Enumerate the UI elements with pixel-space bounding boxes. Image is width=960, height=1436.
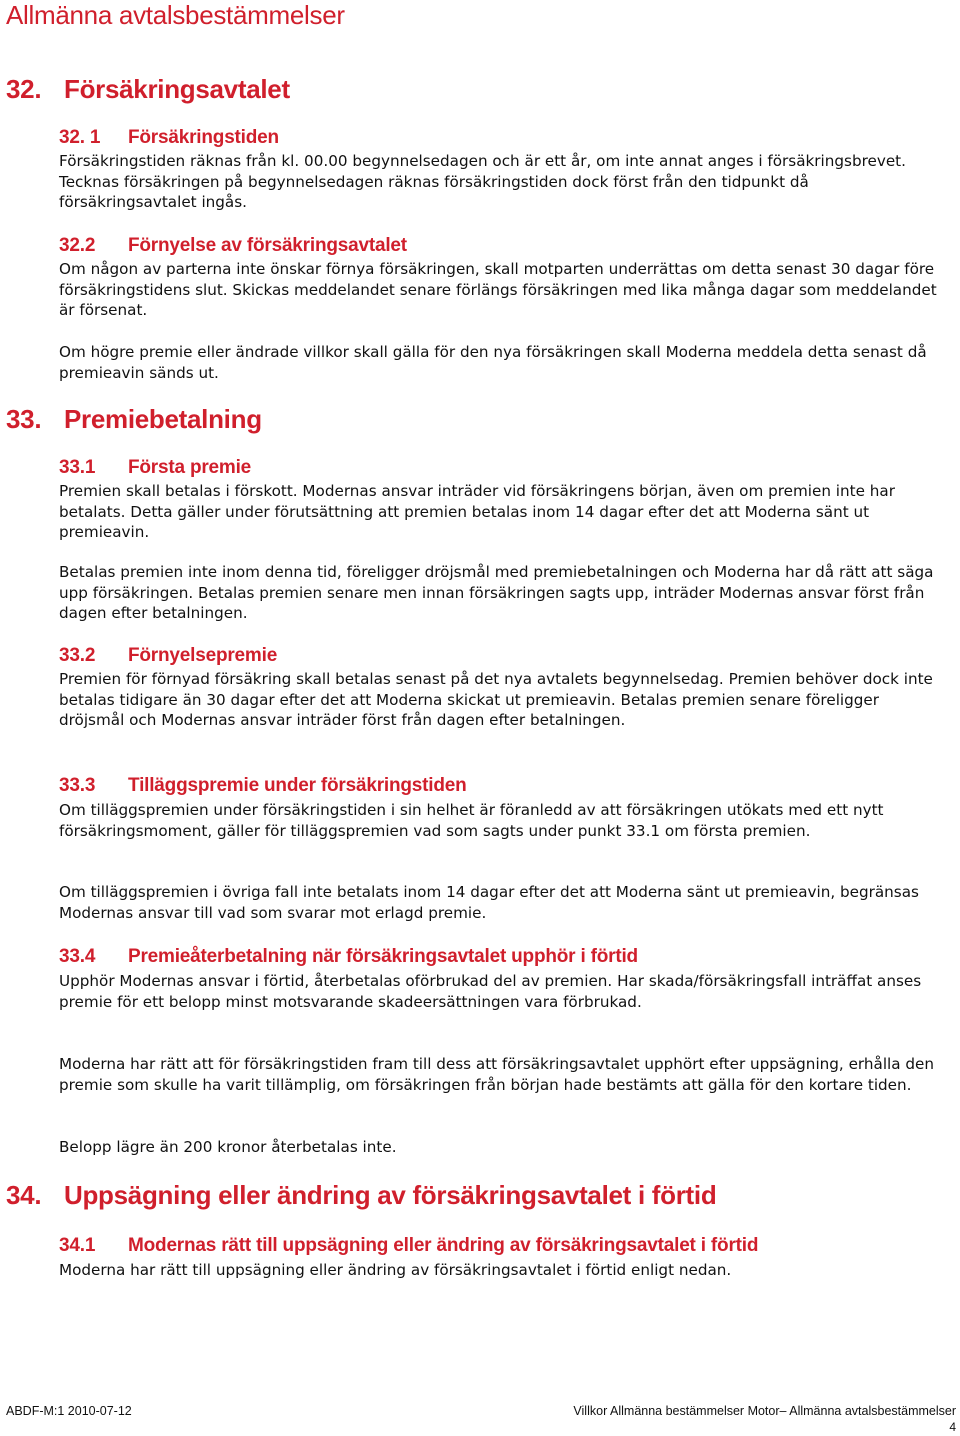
section-34-title: Uppsägning eller ändring av försäkringsavtalet i förtid [64,1180,717,1210]
footer-document-code: ABDF-M:1 2010-07-12 [6,1404,132,1418]
section-34-1-number: 34.1 [59,1235,96,1256]
section-33-1-heading [59,457,251,479]
section-32-number: 32. [6,74,42,104]
section-33-2-number: 33.2 [59,645,96,666]
section-33-4-title: Premieåterbetalning när försäkringsavtalet upphör i förtid [128,946,638,967]
section-33-4-heading [59,946,638,968]
section-34-heading [6,1180,716,1211]
section-33-title: Premiebetalning [64,404,262,434]
section-33-1-paragraph-1: Premien skall betalas i förskott. Modernas ansvar inträder vid försäkringens början, även om premien inte har betalats. Detta gäller under förutsättning att premien betalas inom 14 dagar efter det att Moderna sänt ut premieavin. [59,482,895,542]
section-32-1-heading [59,127,279,149]
section-33-3-paragraph-2: Om tilläggspremien i övriga fall inte betalats inom 14 dagar efter det att Moderna sänt ut premieavin, begränsas Modernas ansvar till vad som svarar mot erlagd premie. [59,883,919,922]
section-33-2-paragraph-1: Premien för förnyad försäkring skall betalas senast på det nya avtalets begynnelsedag. Premien behöver dock inte betalas tidigare än 30 dagar efter det att Moderna skickat ut premieavin. Betalas premien senare föreligger dröjsmål och Modernas ansvar inträder först från dagen efter betalningen. [59,670,933,730]
section-32-heading [6,74,290,105]
section-33-1-title: Första premie [128,457,252,478]
section-33-4-number: 33.4 [59,946,96,967]
section-34-1-heading [59,1235,758,1257]
section-32-1-paragraph-1: Försäkringstiden räknas från kl. 00.00 begynnelsedagen och är ett år, om inte annat anges i försäkringsbrevet. Tecknas försäkringen på begynnelsedagen räknas försäkringstiden dock först från den tidpunkt då försäkringsavtalet ingås. [59,152,906,212]
section-32-2-heading [59,235,407,257]
section-33-4-paragraph-1: Upphör Modernas ansvar i förtid, återbetalas oförbrukad del av premien. Har skada/försäkringsfall inträffat anses premie för ett belopp minst motsvarande skadeersättningen vara förbrukad. [59,972,922,1011]
section-33-4-paragraph-3: Belopp lägre än 200 kronor återbetalas inte. [59,1138,397,1156]
section-34-1-title: Modernas rätt till uppsägning eller ändring av försäkringsavtalet i förtid [128,1235,759,1256]
section-32-2-title: Förnyelse av försäkringsavtalet [128,235,407,256]
section-32-1-number: 32. 1 [59,127,101,148]
section-32-2-number: 32.2 [59,235,96,256]
section-33-heading [6,404,262,435]
section-33-1-paragraph-2: Betalas premien inte inom denna tid, föreligger dröjsmål med premiebetalningen och Moderna har då rätt att säga upp försäkringen. Betalas premien senare men innan försäkringen sagts upp, inträder Modernas ansvar först från dagen efter betalningen. [59,563,934,623]
section-33-3-paragraph-1: Om tilläggspremien under försäkringstiden i sin helhet är föranledd av att försäkringen utökats med ett nytt försäkringsmoment, gäller för tilläggspremien vad som sagts under punkt 33.1 om första premien. [59,801,884,840]
section-32-2-paragraph-2: Om högre premie eller ändrade villkor skall gälla för den nya försäkringen skall Moderna meddela detta senast då premieavin sänds ut. [59,343,927,382]
section-32-title: Försäkringsavtalet [64,74,290,104]
section-33-3-title: Tilläggspremie under försäkringstiden [128,775,467,796]
section-32-1-title: Försäkringstiden [128,127,279,148]
section-34-1-paragraph-1: Moderna har rätt till uppsägning eller ändring av försäkringsavtalet i förtid enligt nedan. [59,1261,732,1279]
document-title: Allmänna avtalsbestämmelser [6,0,345,30]
section-33-4-paragraph-2: Moderna har rätt att för försäkringstiden fram till dess att försäkringsavtalet upphört efter uppsägning, erhålla den premie som skulle ha varit tillämplig, om försäkringen från början hade bestämts att gälla för den kortare tiden. [59,1055,935,1094]
section-33-3-heading [59,775,467,797]
section-33-number: 33. [6,404,42,434]
section-33-2-title: Förnyelsepremie [128,645,278,666]
section-33-2-heading [59,645,277,667]
section-32-2-paragraph-1: Om någon av parterna inte önskar förnya försäkringen, skall motparten underrättas om detta senast 30 dagar före försäkringstidens slut. Skickas meddelandet senare förlängs försäkringen med lika många dagar som meddelandet är försenat. [59,260,937,320]
section-33-3-number: 33.3 [59,775,96,796]
page-number: 4 [949,1420,956,1434]
section-34-number: 34. [6,1180,42,1210]
footer-document-name: Villkor Allmänna bestämmelser Motor– Allmänna avtalsbestämmelser [573,1404,956,1418]
section-33-1-number: 33.1 [59,457,96,478]
